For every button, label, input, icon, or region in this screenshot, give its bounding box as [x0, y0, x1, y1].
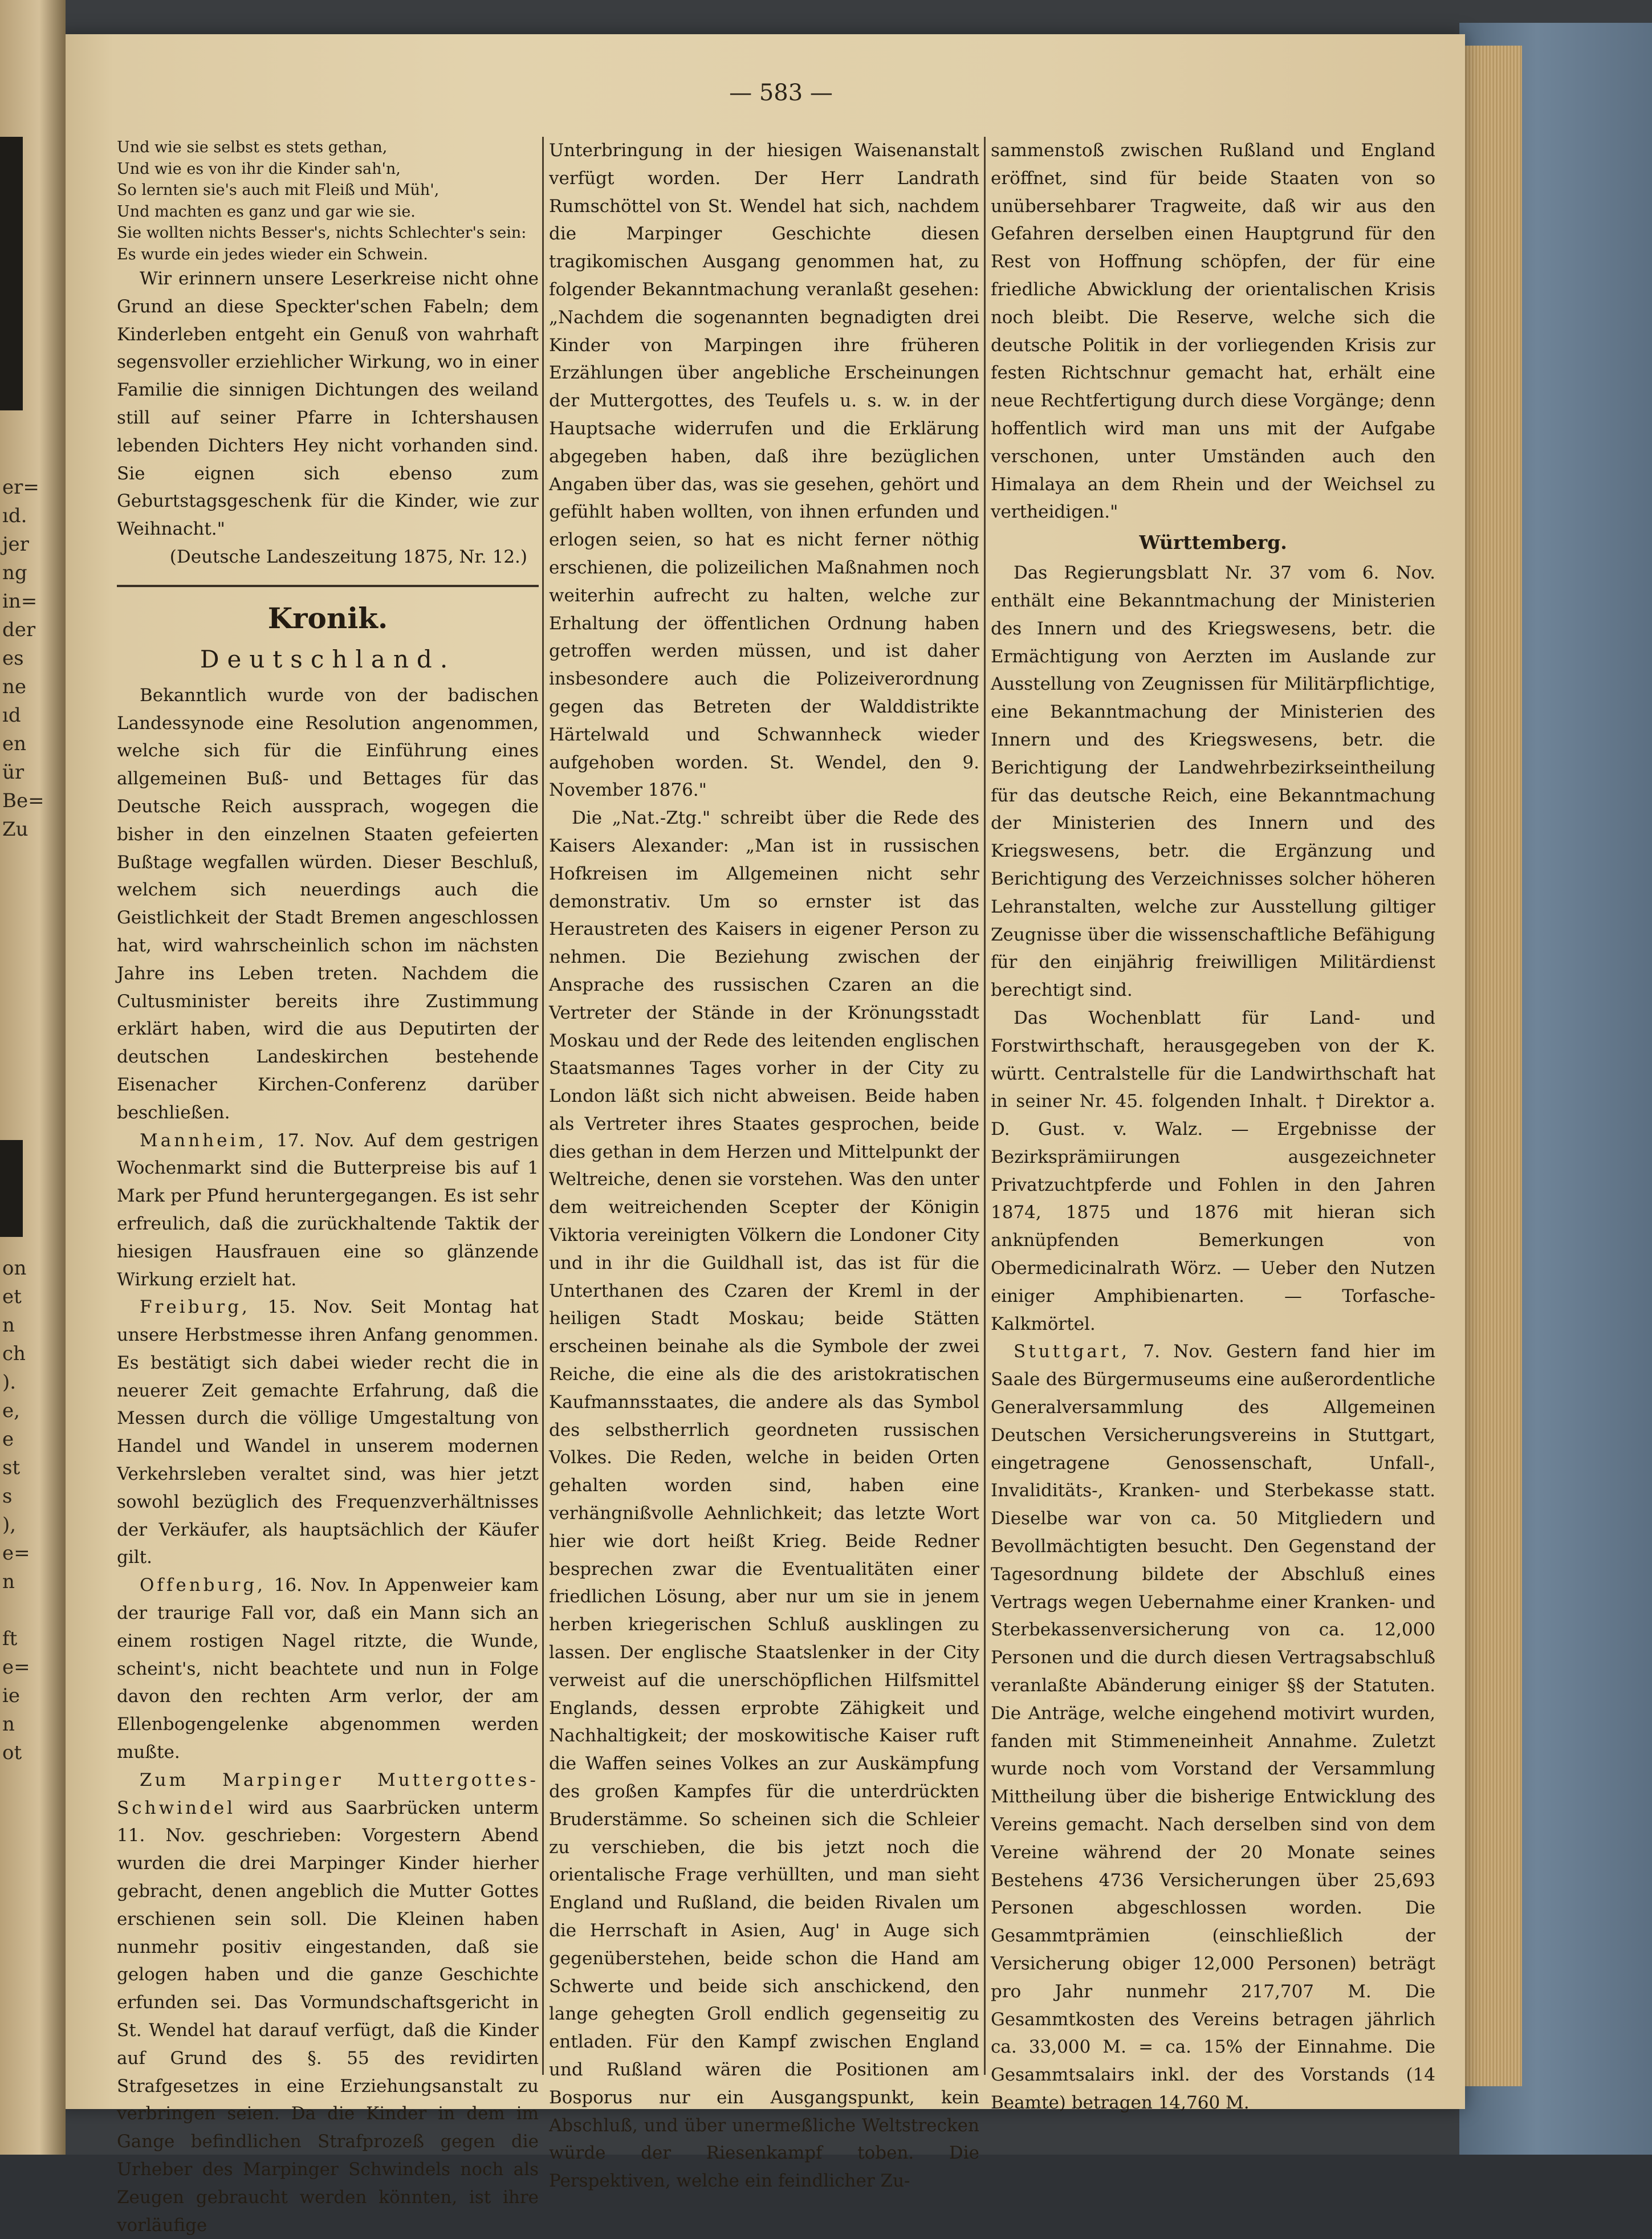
- headline-marpingen: Zum Marpinger Muttergottes-Schwindel: [117, 1769, 539, 1818]
- section-rule: [117, 585, 539, 587]
- left-margin-fragment: in=: [2, 590, 38, 613]
- left-margin-fragment: e: [2, 1428, 14, 1451]
- left-margin-fragment: e=: [2, 1542, 30, 1565]
- left-margin-fragment: es: [2, 647, 24, 670]
- left-margin-fragment: e=: [2, 1656, 30, 1679]
- left-margin-fragment: er=: [2, 476, 39, 499]
- paragraph-baden: Bekanntlich wurde von der badischen Landessynode eine Resolution angenommen, welche sich für die Einführung eines allgemeinen Buß- und Bettages für das Deutsche Reich aussprach, wogegen die bisher in den einzelnen Staaten gefeierten Bußtage wegfallen würden. Dieser Beschluß, welchem sich neuerdings auch die Geistlichkeit der Stadt Bremen angeschlossen hat, wird wahrscheinlich schon im nächsten Jahre ins Leben treten. Nachdem die Cultusminister bereits ihre Zustimmung erklärt haben, wird die aus Deputirten der deutschen Landeskirchen bestehende Eisenacher Kirchen-Conferenz darüber beschließen.: [117, 685, 539, 1123]
- left-margin-fragment: n: [2, 1314, 15, 1337]
- paragraph-mannheim: [117, 1127, 539, 1294]
- poem-line: So lernten sie's auch mit Fleiß und Müh',: [117, 181, 440, 199]
- paragraph-freiburg-text: 15. Nov. Seit Montag hat unsere Herbstmesse ihren Anfang genommen. Es bestätigt sich dabei wieder recht die in neuerer Zeit gemachte Erfahrung, daß die Messen durch die völlige Umgestaltung von Handel und Wandel in unserem modernen Verkehrsleben veraltet sind, was hier jetzt sowohl bezüglich des Frequenzverhältnisses der Verkäufer, als hauptsächlich der Käufer gilt.: [117, 1297, 539, 1568]
- left-margin-fragment: ıd: [2, 704, 21, 727]
- left-margin-fragment: en: [2, 732, 27, 755]
- paragraph-stuttgart: [991, 1338, 1435, 2116]
- left-page-black-bar: [0, 137, 23, 410]
- poem: [117, 137, 539, 265]
- paragraph-marpingen-continued: Unterbringung in der hiesigen Waisenanstalt verfügt worden. Der Herr Landrath Rumschöttel von St. Wendel hat sich, nachdem die Marpinger Geschichte diesen tragikomischen Ausgang genommen hat, zu folgender Bekanntmachung veranlaßt gesehen: „Nachdem die sogenannten begnadigten drei Kinder von Marpingen ihre früheren Erzählungen über angebliche Erscheinungen der Muttergottes, des Teufels u. s. w. in der Hauptsache widerrufen und die Erklärung abgegeben haben, daß ihre bezüglichen Angaben über das, was sie gesehen, gehört und gefühlt haben wollten, von ihnen erfunden und erlogen seien, so hat es nicht ferner nöthig erschienen, die polizeilichen Maßnahmen noch weiterhin aufrecht zu halten, welche zur Erhaltung der öffentlichen Ordnung haben getroffen werden müssen, und ist daher insbesondere auch die Polizeiverordnung gegen das Betreten der Walddistrikte Härtelwald und Schwannheck wieder aufgehoben worden. St. Wendel, den 9. November 1876.": [549, 140, 979, 801]
- left-margin-fragment: ch: [2, 1342, 26, 1365]
- left-margin-fragment: ),: [2, 1513, 17, 1536]
- paragraph-natztg-continued: sammenstoß zwischen Rußland und England eröffnet, sind für beide Staaten von so unübersehbarer Tragweite, daß wir aus den Gefahren derselben einen Hauptgrund für den Rest von Hoffnung schöpfen, der für eine friedliche Abwicklung der orientalischen Krisis noch bleibt. Die Reserve, welche sich die deutsche Politik in der vorliegenden Krisis zur festen Richtschnur gemacht hat, erhält eine neue Rechtfertigung durch diese Vorgänge; denn hoffentlich wird man uns mit der Aufgabe verschonen, unter Umständen auch den Himalaya an dem Rhein und der Weichsel zu vertheidigen.": [991, 140, 1435, 523]
- left-page-black-bar: [0, 1140, 23, 1237]
- left-margin-fragment: on: [2, 1257, 27, 1280]
- page-edges: [1459, 46, 1522, 2086]
- column-divider: [984, 137, 986, 2075]
- left-margin-fragment: Zu: [2, 818, 29, 841]
- left-margin-fragment: et: [2, 1285, 22, 1308]
- left-margin-fragment: s: [2, 1485, 13, 1508]
- poem-line: Und wie es von ihr die Kinder sah'n,: [117, 160, 401, 178]
- left-margin-fragment: ).: [2, 1371, 17, 1394]
- paragraph-natztg: Die „Nat.-Ztg." schreibt über die Rede des Kaisers Alexander: „Man ist in russischen Hofkreisen im Allgemeinen nicht sehr demonstrativ. Um so ernster ist das Heraustreten des Kaisers in eigener Person zu nehmen. Die Beziehung zwischen der Ansprache des russischen Czaren an die Vertreter der Stände in der Krönungsstadt Moskau und der Rede des leitenden englischen Staatsmannes Tages vorher in der City zu London läßt sich nicht abweisen. Beide haben als Vertreter ihres Staates gesprochen, beide dies gethan in dem Herzen und Mittelpunkt der Weltreiche, denen sie vorstehen. Was den unter dem weitreichenden Scepter der Königin Viktoria vereinigten Völkern die Londoner City und in ihr die Guildhall ist, das ist für die Unterthanen des Czaren der Kreml in der heiligen Stadt Moskau; beide Stätten erscheinen beinahe als die Symbole der zwei Reiche, die eine als die des aristokratischen Kaufmannsstaates, die andere als das Symbol des selbstherrlich geordneten russischen Volkes. Die Reden, welche in beiden Orten gehalten worden sind, haben eine verhängnißvolle Aehnlichkeit; das letzte Wort hier wie dort heißt Krieg. Beide Redner besprechen zwar die Eventualitäten einer friedlichen Lösung, aber nur um sie in jenem herben kriegerischen Schluß ausklingen zu lassen. Der englische Staatslenker in der City verweist auf die unerschöpflichen Hilfsmittel Englands, dessen erprobte Zähigkeit und Nachhaltigkeit; der moskowitische Kaiser ruft die Waffen seines Volkes an zur Auskämpfung des großen Kampfes für die unterdrückten Bruderstämme. So scheinen sich die Schleier zu verschieben, die bis jetzt noch die orientalische Frage verhüllten, und man sieht England und Rußland, die beiden Rivalen um die Herrschaft in Asien, Aug' in Auge sich gegenüberstehen, beide schon die Hand am Schwerte und beide sich anschickend, den lange gehegten Groll endlich gegenseitig zu entladen. Für den Kampf zwischen England und Rußland wären die Positionen am Bosporus nur ein Ausgangspunkt, kein Abschluß, und über unermeßliche Weltstrecken würde der Riesenkampf toben. Die Perspektiven, welche ein feindlicher Zu-: [549, 808, 979, 2192]
- left-margin-fragment: ft: [2, 1627, 18, 1650]
- paragraph-offenburg: [117, 1572, 539, 1766]
- left-margin-fragment: st: [2, 1456, 21, 1479]
- paragraph-regierungsblatt: Das Regierungsblatt Nr. 37 vom 6. Nov. enthält eine Bekanntmachung der Ministerien des Innern und des Kriegswesens, betr. die Ermächtigung von Aerzten im Auslande zur Ausstellung von Zeugnissen für Militärpflichtige, eine Bekanntmachung der Ministerien des Innern und des Kriegswesens, betr. die Berichtigung der Landwehrbezirkseintheilung für das deutsche Reich, eine Bekanntmachung der Ministerien des Innern und des Kriegswesens, betr. die Ergänzung und Berichtigung des Verzeichnisses solcher höheren Lehranstalten, welche zur Ausstellung giltiger Zeugnisse über die wissenschaftliche Befähigung für den einjährig freiwilligen Militärdienst berechtigt sind.: [991, 563, 1435, 1001]
- left-margin-fragment: ne: [2, 675, 27, 698]
- poem-line: Und machten es ganz und gar wie sie.: [117, 202, 416, 221]
- column-divider: [542, 137, 544, 2075]
- paragraph-marpingen-text: wird aus Saarbrücken unterm 11. Nov. geschrieben: Vorgestern Abend wurden die drei Marpinger Kinder hierher gebracht, denen angeblich die Mutter Gottes erschienen sein soll. Die Kleinen haben nunmehr positiv eingestanden, daß sie gelogen haben und die ganze Geschichte erfunden sei. Das Vormundschaftsgericht in St. Wendel hat darauf verfügt, daß die Kinder auf Grund des §. 55 des revidirten Strafgesetzes in eine Erziehungsanstalt zu verbringen seien. Da die Kinder in dem im Gange befindlichen Strafprozeß gegen die Urheber des Marpinger Schwindels noch als Zeugen gebraucht werden könnten, ist ihre vorläufige: [117, 1797, 539, 2236]
- paragraph-stuttgart-text: 7. Nov. Gestern fand hier im Saale des Bürgermuseums eine außerordentliche Generalversammlung des Allgemeinen Deutschen Versicherungsvereins in Stuttgart, eingetragene Genossenschaft, Unfall-, Invaliditäts-, Kranken- und Sterbekasse statt. Dieselbe war von ca. 50 Mitgliedern und Bevollmächtigten besucht. Den Gegenstand der Tagesordnung bildete der Abschluß eines Vertrags wegen Uebernahme einer Kranken- und Sterbekassenversicherung von ca. 12,000 Personen und die durch diesen Vertragsabschluß veranlaßte Abänderung einiger §§ der Statuten. Die Anträge, welche eingehend motivirt wurden, fanden mit Stimmeneinheit Annahme. Zuletzt wurde noch vom Vorstand der Versammlung Mittheilung über die bisherige Entwicklung des Vereins gemacht. Nach derselben sind von dem Vereine während der 20 Monate seines Bestehens 4736 Versicherungen über 25,693 Personen abgeschlossen worden. Die Gesammtprämien (einschließlich der Versicherung obiger 12,000 Personen) beträgt pro Jahr nunmehr 217,707 M. Die Gesammtkosten des Vereins betragen jährlich ca. 33,000 M. = ca. 15% der Einnahme. Die Gesammtsalairs inkl. der des Vorstands (14 Beamte) betragen 14,760 M.: [991, 1341, 1435, 2113]
- left-margin-fragment: Be=: [2, 789, 44, 812]
- dateline-stuttgart: Stuttgart,: [1014, 1341, 1130, 1362]
- source-citation: (Deutsche Landeszeitung 1875, Nr. 12.): [169, 546, 527, 567]
- column-1: [117, 137, 539, 2236]
- left-margin-fragment: der: [2, 618, 36, 641]
- paragraph-wochenblatt: Das Wochenblatt für Land- und Forstwirthschaft, herausgegeben von der K. württ. Centralstelle für die Landwirthschaft hat in seiner Nr. 45. folgenden Inhalt. † Direktor a. D. Gust. v. Walz. — Ergebnisse der Bezirksprämiirungen ausgezeichneter Privatzuchtpferde und Fohlen in den Jahren 1874, 1875 und 1876 mit hieran sich anknüpfenden Bemerkungen von Obermedicinalrath Wörz. — Ueber den Nutzen einiger Amphibienarten. — Torfasche-Kalkmörtel.: [991, 1007, 1435, 1334]
- left-page-text: [2, 473, 59, 844]
- poem-line: Es wurde ein jedes wieder ein Schwein.: [117, 245, 428, 263]
- column-2: [549, 137, 979, 2192]
- left-page-fragment: [0, 0, 66, 2155]
- left-margin-fragment: n: [2, 1713, 15, 1736]
- region-heading-wuerttemberg: Württemberg.: [1139, 531, 1287, 554]
- paragraph-speckter: Wir erinnern unsere Leserkreise nicht ohne Grund an diese Speckter'schen Fabeln; dem Kinderleben entgeht ein Genuß von wahrhaft segensvoller erziehlicher Wirkung, wo in einer Familie die sinnigen Dichtungen des weiland still auf seiner Pfarre in Ichtershausen lebenden Dichters Hey nicht vorhanden sind. Sie eignen sich ebenso zum Geburtstagsgeschenk für die Kinder, wie zur Weihnacht.": [117, 268, 539, 540]
- left-margin-fragment: jer: [2, 533, 29, 556]
- paragraph-freiburg: [117, 1293, 539, 1572]
- paragraph-offenburg-text: 16. Nov. In Appenweier kam der traurige Fall vor, daß ein Mann sich an einem rostigen Nagel ritzte, die Wunde, scheint's, nicht beachtete und nun in Folge davon den rechten Arm verlor, der am Ellenbogengelenke abgenommen werden mußte.: [117, 1575, 539, 1763]
- left-margin-fragment: e,: [2, 1399, 20, 1422]
- section-title-kronik: Kronik.: [267, 601, 388, 635]
- poem-line: Sie wollten nichts Besser's, nichts Schlechter's sein:: [117, 224, 527, 242]
- left-margin-fragment: ie: [2, 1684, 20, 1707]
- page-number: — 583 —: [729, 80, 833, 106]
- left-margin-fragment: ür: [2, 761, 25, 784]
- left-page-text: [2, 1254, 59, 1767]
- country-heading: Deutschland.: [200, 645, 456, 673]
- dateline-offenburg: Offenburg,: [140, 1575, 266, 1596]
- left-margin-fragment: ng: [2, 561, 27, 584]
- left-margin-fragment: ıd.: [2, 504, 27, 527]
- left-margin-fragment: ot: [2, 1741, 22, 1764]
- dateline-freiburg: Freiburg,: [140, 1297, 250, 1318]
- poem-line: Und wie sie selbst es stets gethan,: [117, 139, 388, 156]
- paragraph-marpingen: [117, 1766, 539, 2239]
- left-margin-fragment: n: [2, 1570, 15, 1593]
- dateline-mannheim: Mannheim,: [140, 1130, 267, 1151]
- column-3: [991, 137, 1435, 2113]
- paragraph-mannheim-text: 17. Nov. Auf dem gestrigen Wochenmarkt sind die Butterpreise bis auf 1 Mark per Pfund heruntergegangen. Es ist sehr erfreulich, daß die zurückhaltende Taktik der hiesigen Hausfrauen eine so glänzende Wirkung erzielt hat.: [117, 1130, 539, 1290]
